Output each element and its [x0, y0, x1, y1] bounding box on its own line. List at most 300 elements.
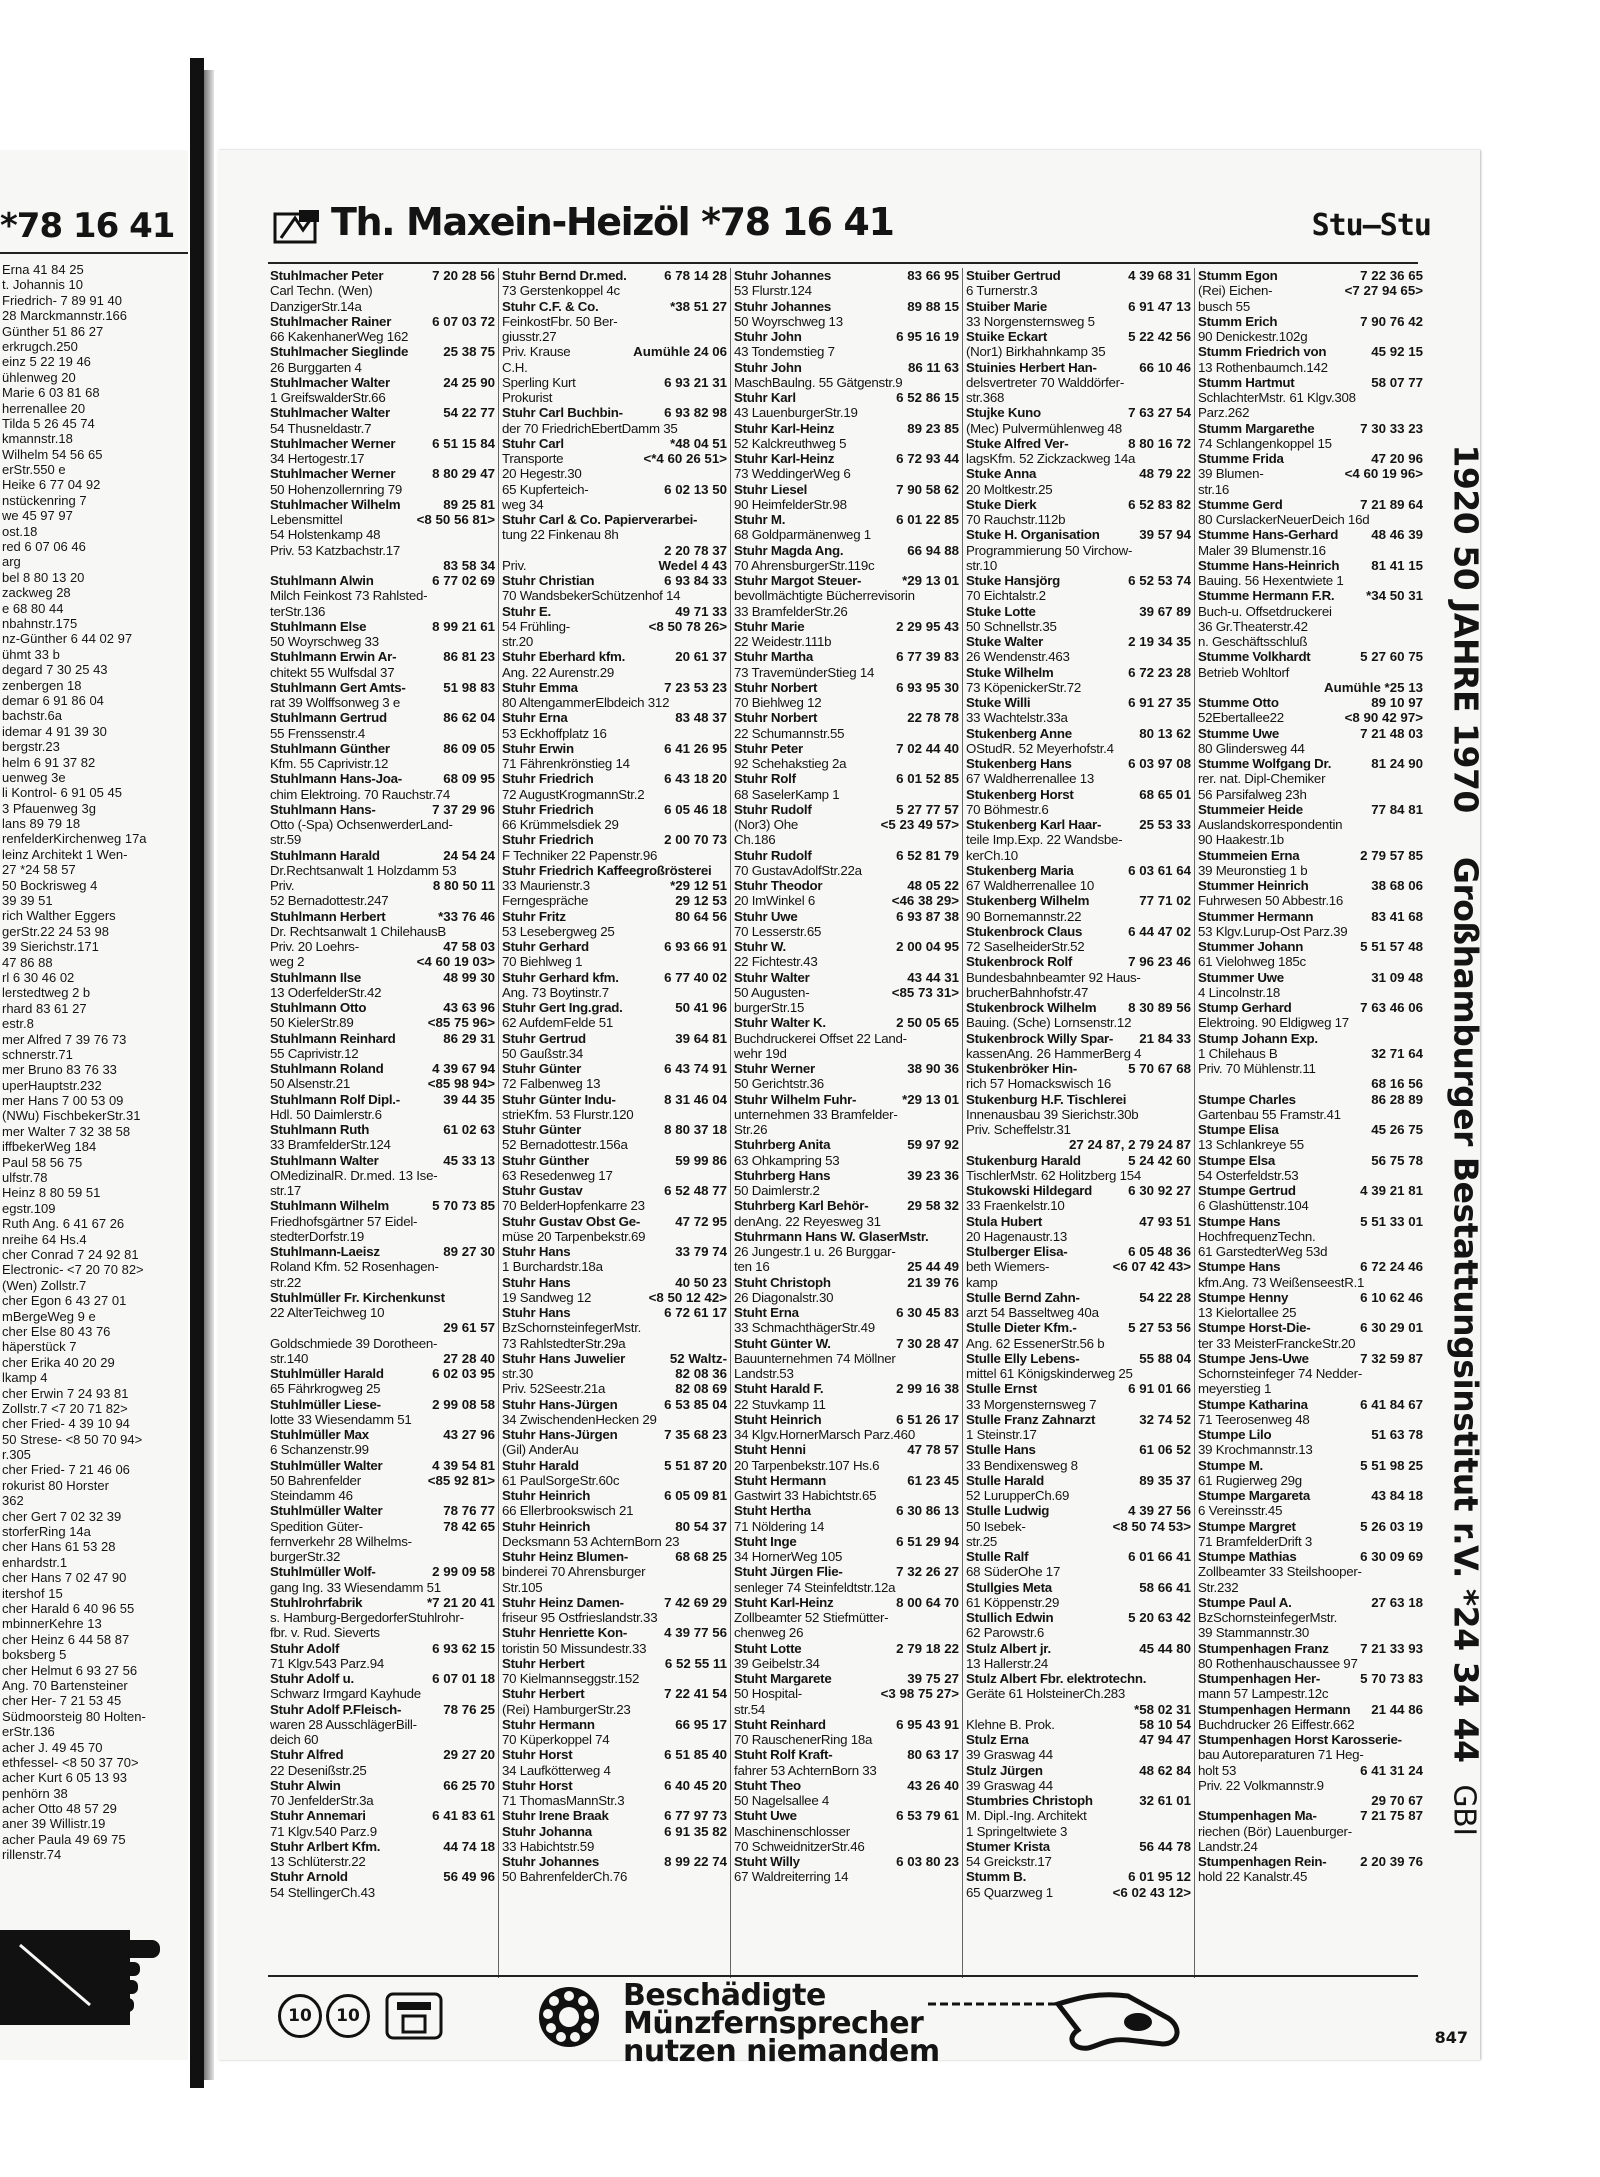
listing-detail: (Rei) Eichen- [1198, 283, 1273, 299]
listing-entry [502, 604, 727, 619]
listing-phone: 78 42 65 [440, 1519, 495, 1534]
listing-phone: 66 95 17 [672, 1717, 727, 1732]
listing-detail: Priv. Krause [502, 344, 571, 360]
listing-detail: Spedition Güter- [270, 1518, 363, 1534]
listing-phone: <8 90 42 97> [1342, 710, 1423, 725]
left-page-line: mer Walter 7 32 38 58 [2, 1123, 131, 1139]
listing-entry [270, 344, 495, 359]
listing-entry [966, 1259, 1191, 1274]
listing-entry [734, 1244, 959, 1259]
listing-phone: 6 03 80 23 [893, 1854, 959, 1869]
listing-entry [502, 1412, 727, 1427]
listing-phone: 8 30 89 56 [1125, 1000, 1191, 1015]
listing-entry [502, 512, 727, 527]
listing-name: Stuht Margarete [734, 1671, 832, 1686]
listing-name: Stumpe Hans [1198, 1259, 1281, 1275]
listing-name: Stukenbröker Hin- [966, 1061, 1078, 1076]
listing-entry [502, 1458, 727, 1473]
listing-entry [270, 1885, 495, 1900]
listing-detail: busch 55 [1198, 298, 1250, 314]
listing-entry [502, 832, 727, 847]
listing-entry [502, 1366, 727, 1381]
listing-entry [966, 1366, 1191, 1381]
listing-detail: weg 2 [270, 954, 305, 970]
listing-entry [734, 436, 959, 451]
listing-detail: str.16 [1198, 481, 1230, 497]
listing-detail: 65 Quarzweg 1 [966, 1884, 1053, 1900]
listing-phone: 5 27 53 56 [1125, 1320, 1191, 1335]
listing-entry [502, 848, 727, 863]
left-page-line: erStr.136 [2, 1724, 55, 1740]
listing-name: Stuht Karl-Heinz [734, 1594, 834, 1610]
listing-name: Stuht Hermann [734, 1472, 827, 1488]
listing-detail: (Rei) HamburgerStr.23 [502, 1701, 631, 1717]
listing-detail: chim Elektroing. 70 Rauchstr.74 [270, 786, 450, 802]
listing-entry [1198, 1183, 1423, 1198]
listing-detail: Buchdruckerei Offset 22 Land- [734, 1030, 907, 1046]
listing-entry [1198, 1702, 1423, 1717]
listing-entry [734, 893, 959, 908]
listing-entry [734, 268, 959, 283]
listing-entry [270, 1442, 495, 1457]
listing-name: Stumpenhagen Rein- [1198, 1854, 1327, 1869]
side-advert-text [1447, 444, 1486, 1835]
listing-phone: 8 31 46 04 [661, 1092, 727, 1107]
left-page-line: 3 Pfauenweg 3g [2, 800, 96, 816]
listing-name: Stumm Egon [1198, 268, 1278, 283]
listing-detail: 50 Gaußstr.34 [502, 1045, 584, 1061]
listing-phone: 83 48 37 [672, 710, 727, 725]
listing-entry [734, 1549, 959, 1564]
listing-name: Stuhlmann Reinhard [270, 1030, 396, 1046]
left-page-line: herrenallee 20 [2, 400, 86, 416]
listing-detail: 22 Weidestr.111b [734, 634, 832, 649]
listing-detail: 70 AhrensburgerStr.119c [734, 557, 875, 573]
listing-name: Stumpenhagen Franz [1198, 1640, 1329, 1656]
listing-detail: 13 OderfelderStr.42 [270, 984, 382, 1000]
left-page-line: bachstr.6a [2, 708, 62, 724]
listing-entry [502, 1198, 727, 1213]
listing-phone: 48 99 30 [440, 970, 495, 985]
listing-entry [966, 1320, 1191, 1335]
listing-name: Stumme Hans-Gerhard [1198, 527, 1339, 543]
listing-entry [734, 817, 959, 832]
listing-entry [270, 1503, 495, 1518]
listing-detail: str.20 [502, 634, 534, 649]
listing-phone: 45 33 13 [440, 1153, 495, 1168]
listing-entry [966, 665, 1191, 680]
listing-entry [734, 299, 959, 314]
listing-detail: Decksmann 53 AchternBorn 23 [502, 1533, 680, 1549]
listing-detail: 43 Tondemstieg 7 [734, 344, 835, 360]
listing-entry [734, 1503, 959, 1518]
listing-detail: 50 BahrenfelderCh.76 [502, 1869, 628, 1885]
listing-name: Stuhr Herbert [502, 1655, 585, 1671]
listing-entry [1198, 497, 1423, 512]
listing-name: Stuhr Irene Braak [502, 1808, 609, 1824]
listing-entry [502, 985, 727, 1000]
listing-entry [966, 1214, 1191, 1229]
listing-entry [270, 1351, 495, 1366]
listing-phone: 4 39 27 56 [1125, 1503, 1191, 1518]
listing-name: Stuhr Hans Juwelier [502, 1350, 626, 1366]
listing-entry [502, 390, 727, 405]
listing-entry [1198, 1686, 1423, 1701]
left-page-line: zenbergen 18 [2, 677, 82, 693]
listing-detail: str.54 [734, 1701, 766, 1717]
left-page-line: erkrugch.250 [2, 338, 78, 354]
listing-name: Stuke Anna [966, 466, 1037, 482]
listing-entry [734, 848, 959, 863]
listing-entry [1198, 1137, 1423, 1152]
listing-entry [1198, 1763, 1423, 1778]
listing-phone: 2 19 34 35 [1125, 634, 1191, 649]
left-page-line: we 45 97 97 [2, 508, 73, 524]
listing-name: Stumm Margarethe [1198, 420, 1315, 436]
listing-detail: 39 Graswag 44 [966, 1777, 1053, 1793]
listing-entry [734, 1473, 959, 1488]
listing-detail: 70 Rauchstr.112b [966, 512, 1066, 527]
listing-entry [502, 1214, 727, 1229]
listing-entry [270, 909, 495, 924]
listing-entry [502, 1229, 727, 1244]
left-page-line: rokurist 80 Horster [2, 1477, 109, 1493]
listing-entry [966, 360, 1191, 375]
listing-entry [1198, 1671, 1423, 1686]
listing-detail: Transporte [502, 451, 564, 466]
listing-name: Stuhr Friedrich Kaffeegroßrösterei [502, 862, 712, 878]
listing-phone: 6 52 48 77 [661, 1183, 727, 1198]
listing-name: Stumme Gerd [1198, 496, 1283, 512]
listing-entry [270, 543, 495, 558]
listing-entry [1198, 1122, 1423, 1137]
listing-entry [1198, 1397, 1423, 1412]
directory-page [218, 150, 1486, 2069]
listing-name: Stumme Wolfgang Dr. [1198, 756, 1332, 771]
listing-entry [502, 1153, 727, 1168]
listing-entry [966, 436, 1191, 451]
listing-detail: 39 Blumen- [1198, 466, 1264, 482]
listing-phone: 86 11 63 [905, 360, 959, 375]
listing-detail: 70 SchweidnitzerStr.46 [734, 1838, 865, 1854]
listing-entry [270, 787, 495, 802]
listing-phone: 27 28 40 [440, 1351, 495, 1366]
listing-entry [270, 1229, 495, 1244]
listing-phone: 7 63 46 06 [1357, 1000, 1423, 1015]
listing-phone: 80 64 56 [672, 909, 727, 924]
listing-entry [734, 1778, 959, 1793]
left-page-line: acher Otto 48 57 29 [2, 1801, 117, 1817]
listing-detail: 33 BramfelderStr.124 [270, 1137, 391, 1153]
listing-entry [966, 848, 1191, 863]
left-page-line: Wilhelm 54 56 65 [2, 446, 103, 462]
listing-entry [502, 1244, 727, 1259]
listing-name: Stuhr Peter [734, 740, 803, 756]
listing-phone: 29 12 53 [672, 893, 727, 908]
left-page-line: ühmt 33 b [2, 646, 60, 662]
listing-detail: 70 Biehlweg 12 [734, 695, 822, 710]
listing-name: Stuhr Wilhelm Fuhr- [734, 1091, 857, 1107]
listing-detail: Parz.262 [1198, 405, 1250, 421]
listing-entry [966, 1839, 1191, 1854]
listing-phone: 5 51 33 01 [1357, 1214, 1423, 1229]
listing-entry [1198, 1869, 1423, 1884]
listing-phone: 38 68 06 [1368, 878, 1423, 893]
left-page-line: uperHauptstr.232 [2, 1077, 102, 1093]
listing-detail: MaschBaulng. 55 Gätgenstr.9 [734, 374, 903, 390]
listing-name: Stuhr Uwe [734, 908, 798, 924]
listing-detail: 90 Haakestr.1b [1198, 832, 1284, 848]
listing-entry [1198, 1549, 1423, 1564]
listing-phone: 51 63 78 [1368, 1427, 1423, 1442]
listing-phone: 4 39 54 81 [429, 1458, 495, 1473]
listing-name: Stuhr Hans-Jürgen [502, 1427, 618, 1442]
listing-entry [270, 329, 495, 344]
listing-detail: 53 Lesebergweg 25 [502, 923, 615, 939]
listing-detail: Lebensmittel [270, 512, 343, 527]
listing-entry [966, 1595, 1191, 1610]
listing-phone: 4 39 77 56 [661, 1625, 727, 1640]
listing-name: Stuhlmann Walter [270, 1152, 379, 1168]
listing-name: Stuhr Heinz Blumen- [502, 1549, 629, 1564]
left-page-line: cher Gert 7 02 32 39 [2, 1508, 122, 1524]
listing-name: Stuhr Johannes [734, 298, 831, 314]
listing-name: Stuhr Annemari [270, 1808, 366, 1824]
listing-entry [270, 1473, 495, 1488]
listing-name: Stummeier Heide [1198, 801, 1303, 817]
listing-detail: kassenAng. 26 HammerBerg 4 [966, 1045, 1142, 1061]
listing-detail: 62 Parowstr.6 [966, 1625, 1045, 1641]
listing-entry [270, 1869, 495, 1884]
left-page-line: rhard 83 61 27 [2, 1000, 87, 1016]
listing-entry [502, 436, 727, 451]
listing-phone: 6 91 47 13 [1125, 299, 1191, 314]
listing-detail: Ang. 62 EssenerStr.56 b [966, 1335, 1105, 1351]
listing-column-1 [270, 268, 495, 1900]
listing-detail: Zollbeamter 33 Steilshooper- [1198, 1564, 1362, 1580]
listing-name: Stuhr Gustav [502, 1183, 583, 1198]
listing-detail: str.17 [270, 1183, 302, 1198]
listing-entry [966, 1092, 1191, 1107]
listing-entry [270, 588, 495, 603]
listing-entry [734, 1397, 959, 1412]
listing-phone: 81 41 15 [1368, 558, 1423, 573]
listing-detail: kamp [966, 1274, 998, 1290]
listing-phone: 22 78 78 [904, 710, 959, 725]
listing-phone: 39 23 36 [904, 1168, 959, 1183]
listing-detail: 33 Norgensternsweg 5 [966, 313, 1095, 329]
left-page-phone: *78 16 41 [0, 206, 175, 246]
listing-name: Stuhr Günter Indu- [502, 1091, 616, 1107]
listing-entry [734, 512, 959, 527]
listing-detail: 1 Chilehaus B [1198, 1045, 1278, 1061]
listing-entry [270, 1031, 495, 1046]
listing-entry [270, 1778, 495, 1793]
listing-entry [1198, 1153, 1423, 1168]
listing-entry [966, 1397, 1191, 1412]
listing-entry [1198, 451, 1423, 466]
listing-phone: 66 10 46 [1136, 360, 1191, 375]
left-page-line: ühlenweg 20 [2, 369, 76, 385]
listing-name: Stumpenhagen Her- [1198, 1671, 1321, 1686]
listing-entry [270, 710, 495, 725]
listing-entry [1198, 1427, 1423, 1442]
listing-detail: 50 Woyrschweg 33 [270, 634, 379, 649]
listing-phone: 56 49 96 [440, 1869, 495, 1884]
listing-name: Stuhlmann Wilhelm [270, 1198, 389, 1214]
listing-entry [1198, 1031, 1423, 1046]
advert-slogan-line-2: Münzfernsprecher [623, 2006, 924, 2041]
left-page-line: r.305 [2, 1447, 31, 1463]
listing-detail: C.H. [502, 359, 528, 375]
listing-entry [502, 1686, 727, 1701]
listing-entry [502, 649, 727, 664]
listing-detail: 20 Tarpenbekstr.107 Hs.6 [734, 1457, 880, 1473]
listing-entry [966, 1534, 1191, 1549]
listing-phone: 6 41 84 67 [1357, 1397, 1423, 1412]
listing-entry [734, 497, 959, 512]
listing-entry [270, 1153, 495, 1168]
listing-entry [1198, 1656, 1423, 1671]
listing-detail: 26 Diagonalstr.30 [734, 1289, 834, 1305]
listing-entry [966, 512, 1191, 527]
listing-phone: *33 76 46 [435, 909, 495, 924]
listing-entry [502, 1275, 727, 1290]
listing-entry [966, 1244, 1191, 1259]
listing-entry [1198, 680, 1423, 695]
listing-detail: 90 Bornemannstr.22 [966, 908, 1082, 924]
listing-entry [1198, 1061, 1423, 1076]
listing-phone: 6 93 87 38 [893, 909, 959, 924]
listing-detail: 50 KielerStr.89 [270, 1015, 354, 1031]
listing-name: Stuiber Marie [966, 298, 1047, 314]
listing-phone: 2 99 09 58 [429, 1564, 495, 1579]
listing-entry [1198, 543, 1423, 558]
listing-phone: 81 24 90 [1368, 756, 1423, 771]
listing-phone: 6 07 01 18 [429, 1671, 495, 1686]
listing-name: Stuhlmann Ruth [270, 1122, 370, 1137]
payphone-advert [278, 1978, 1468, 2069]
listing-phone: 7 35 68 23 [661, 1427, 727, 1442]
listing-name: Stuhr Carl [502, 435, 564, 451]
listing-entry [502, 1259, 727, 1274]
listing-phone: 25 53 33 [1136, 817, 1191, 832]
listing-entry [966, 1778, 1191, 1793]
listing-entry [502, 634, 727, 649]
listing-entry [734, 909, 959, 924]
listing-name: Stuhr Werner [734, 1061, 815, 1076]
listing-entry [1198, 1564, 1423, 1579]
listing-name: Stuhr Gert Ing.grad. [502, 1000, 623, 1015]
listing-entry [966, 299, 1191, 314]
listing-detail: 4 Lincolnstr.18 [1198, 984, 1280, 1000]
listing-entry [966, 527, 1191, 542]
listing-entry [502, 695, 727, 710]
listing-detail: 34 Hertogestr.17 [270, 451, 365, 466]
listing-detail: 20 ImWinkel 6 [734, 893, 815, 909]
left-page-line: Friedrich- 7 89 91 40 [2, 292, 122, 308]
listing-entry [270, 1275, 495, 1290]
listing-detail: 33 Maurienstr.3 [502, 878, 590, 893]
listing-entry [734, 604, 959, 619]
listing-entry [734, 985, 959, 1000]
listing-name: Stuht Christoph [734, 1274, 831, 1290]
left-page-line: kmannstr.18 [2, 431, 73, 447]
listing-name: Stumpe Margareta [1198, 1488, 1311, 1503]
listing-phone: 86 09 05 [440, 741, 495, 756]
listing-entry [270, 283, 495, 298]
left-page-line: 362 [2, 1493, 24, 1509]
listing-name: Stumme Hans-Heinrich [1198, 557, 1340, 573]
listing-phone: 4 39 67 94 [429, 1061, 495, 1076]
listing-name: Stump Johann Exp. [1198, 1030, 1318, 1046]
left-page-line: rillenstr.74 [2, 1847, 62, 1863]
listing-entry [1198, 1580, 1423, 1595]
listing-entry [966, 604, 1191, 619]
pointing-hand-icon [0, 1910, 170, 2040]
listing-entry [734, 588, 959, 603]
listing-name: Stumm Hartmut [1198, 374, 1295, 390]
listing-detail: 50 Isebek- [966, 1518, 1026, 1534]
listing-detail: Klehne B. Prok. [966, 1716, 1055, 1732]
listing-phone: 83 58 34 [440, 558, 495, 573]
listing-detail: bevollmächtigte Bücherrevisorin [734, 588, 915, 604]
listing-detail: 54 Osterfeldstr.53 [1198, 1167, 1299, 1183]
listing-name: Stuht Reinhard [734, 1716, 826, 1732]
listing-entry [734, 451, 959, 466]
listing-name: Stukenbrock Willy Spar- [966, 1030, 1114, 1046]
listing-name: Stuhr Günter [502, 1122, 581, 1137]
listing-entry [502, 909, 727, 924]
listing-name: Stuhlmacher Sieglinde [270, 344, 409, 360]
listing-entry [270, 1122, 495, 1137]
listing-phone: 89 23 85 [904, 421, 959, 436]
listing-entry [270, 436, 495, 451]
listing-name: Stuhr Herbert [502, 1686, 585, 1702]
listing-phone: 82 08 36 [672, 1366, 727, 1381]
listing-entry [966, 741, 1191, 756]
listing-phone: <85 75 96> [425, 1015, 495, 1030]
listing-phone: 7 32 59 87 [1357, 1351, 1423, 1366]
listing-phone: 6 93 62 15 [429, 1641, 495, 1656]
left-page-line: t. Johannis 10 [2, 277, 83, 293]
footer-rule [268, 1975, 1418, 1977]
listing-entry [734, 1519, 959, 1534]
listing-detail: 61 PaulSorgeStr.60c [502, 1472, 620, 1488]
listing-phone: 6 77 40 02 [661, 970, 727, 985]
left-page-line: cher Conrad 7 24 92 81 [2, 1247, 139, 1262]
listing-detail: TischlerMstr. 62 Holitzberg 154 [966, 1167, 1142, 1183]
listing-detail: gang Ing. 33 Wiesendamm 51 [270, 1579, 441, 1595]
listing-entry [502, 1641, 727, 1656]
listing-phone: 6 72 93 44 [893, 451, 959, 466]
listing-entry [270, 680, 495, 695]
listing-entry [270, 1763, 495, 1778]
listing-detail: Geräte 61 HolsteinerCh.283 [966, 1686, 1126, 1702]
listing-entry [270, 1519, 495, 1534]
listing-phone: 43 27 96 [440, 1427, 495, 1442]
listing-detail: 39 Geibelstr.34 [734, 1655, 820, 1671]
listing-detail: 80 AltengammerElbdeich 312 [502, 695, 670, 710]
listing-phone: <3 98 75 27> [878, 1686, 959, 1701]
listing-name: Stulle Hans [966, 1442, 1036, 1458]
listing-phone: 6 52 83 82 [1125, 497, 1191, 512]
listing-phone: 6 07 03 72 [429, 314, 495, 329]
listing-name: Stuhlmann Alwin [270, 573, 374, 588]
listing-entry [966, 878, 1191, 893]
listing-entry [270, 1732, 495, 1747]
listing-name: Stuht Willy [734, 1854, 800, 1869]
